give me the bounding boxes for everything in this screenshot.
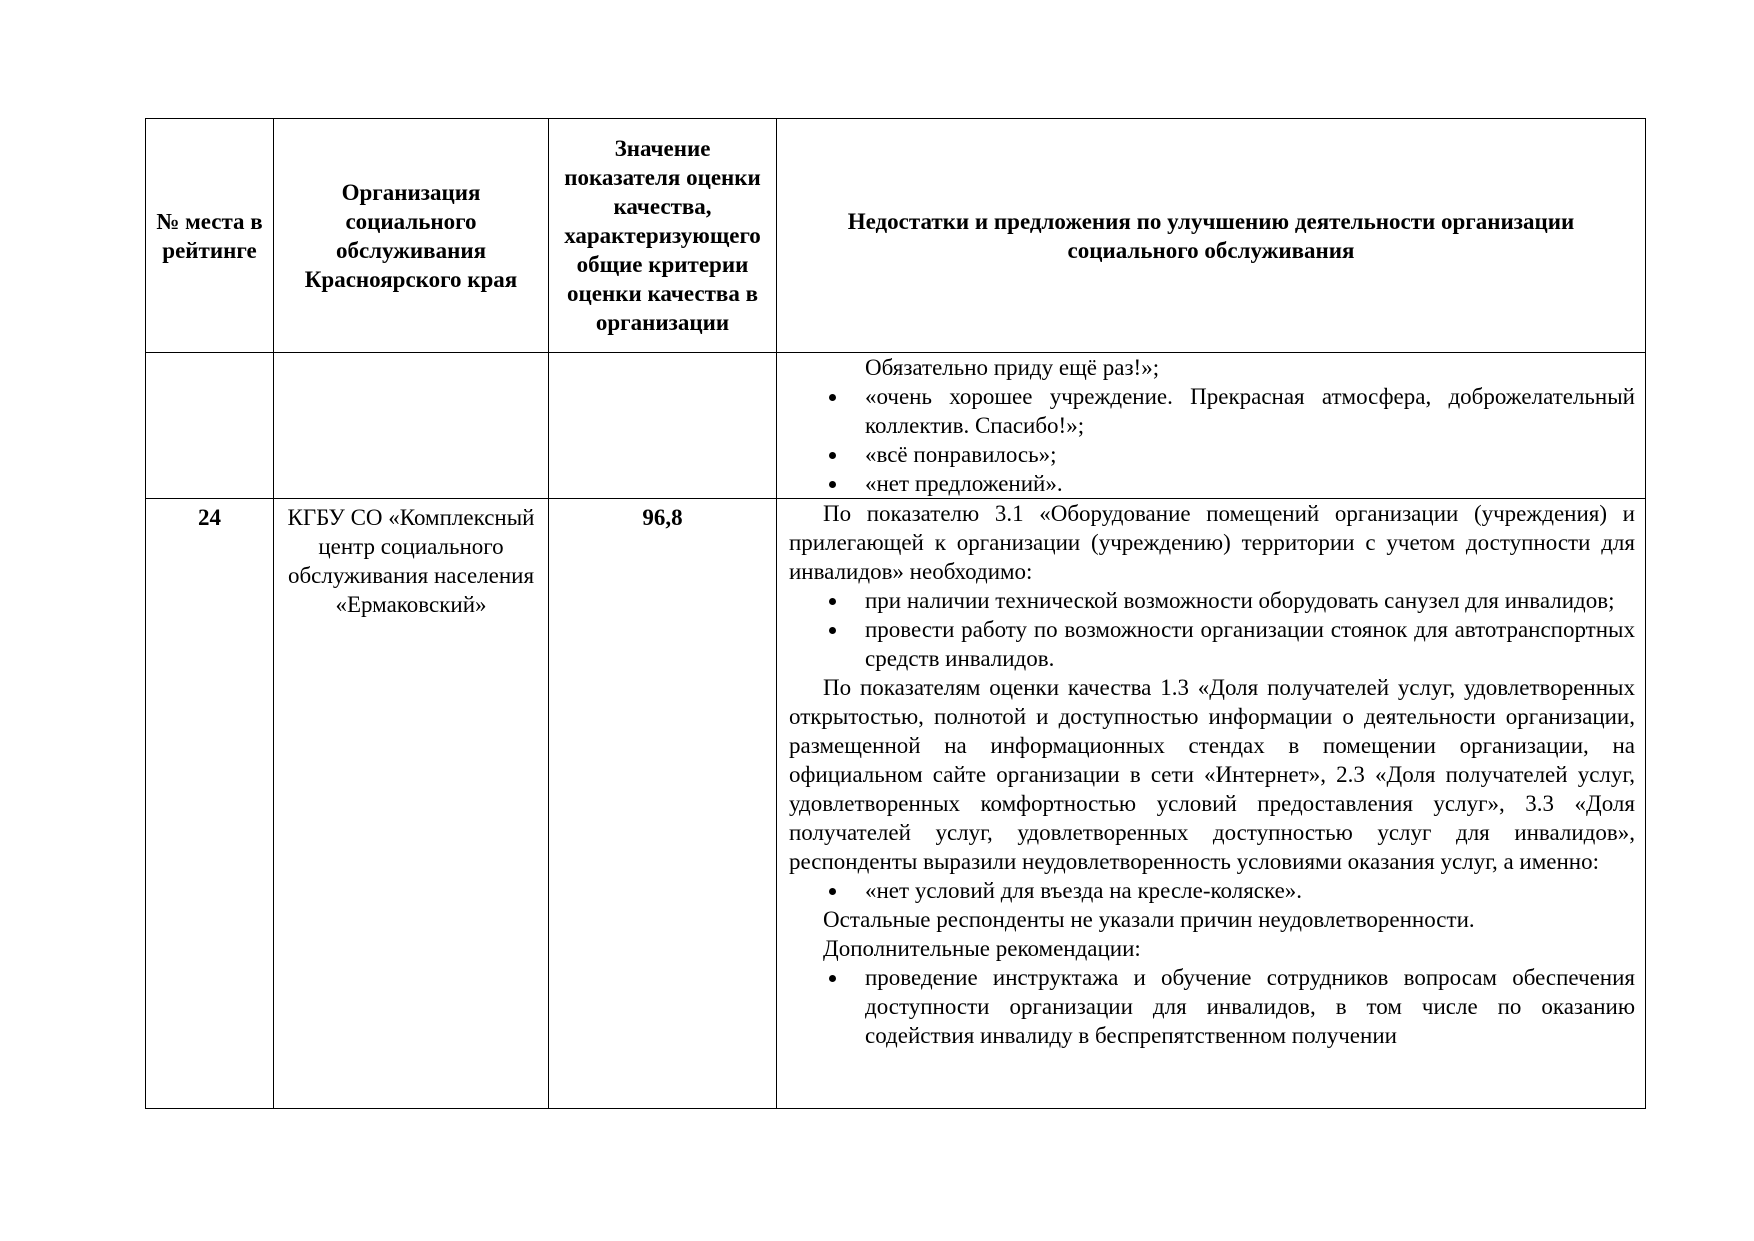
document-page (145, 118, 1645, 1109)
rank-cell-empty (146, 353, 274, 499)
paragraph: Остальные респонденты не указали причин неудовлетворенности. (823, 907, 1475, 932)
rating-table (145, 118, 1646, 1109)
list-item: провести работу по возможности организации стоянок для автотранспортных средств инвалидов. (789, 615, 1635, 673)
list-item: «очень хорошее учреждение. Прекрасная атмосфера, доброжелательный коллектив. Спасибо!»; (789, 382, 1635, 440)
header-issues: Недостатки и предложения по улучшению деятельности организации социального обслуживания (777, 119, 1646, 353)
bullet-list (789, 586, 1635, 673)
bullet-icon (829, 888, 836, 895)
list-item: при наличии технической возможности оборудовать санузел для инвалидов; (789, 586, 1635, 615)
header-rank: № места в рейтинге (146, 119, 274, 353)
score-cell: 96,8 (549, 499, 777, 1109)
table-row (146, 499, 1646, 1109)
score-cell-empty (549, 353, 777, 499)
bullet-icon (829, 598, 836, 605)
list-item: «нет условий для въезда на кресле-коляске». (789, 876, 1635, 905)
list-item: «нет предложений». (789, 469, 1635, 498)
bullet-list (789, 876, 1635, 905)
paragraph: По показателю 3.1 «Оборудование помещений организации (учреждения) и прилегающей к организации (учреждению) территории с учетом доступности для инвалидов» необходимо: (789, 501, 1635, 584)
bullet-icon (829, 394, 836, 401)
rank-cell: 24 (146, 499, 274, 1109)
header-organization: Организация социального обслуживания Красноярского края (274, 119, 549, 353)
bullet-list (789, 382, 1635, 498)
bullet-icon (829, 481, 836, 488)
table-row (146, 353, 1646, 499)
list-item: проведение инструктажа и обучение сотрудников вопросам обеспечения доступности организации для инвалидов, в том числе по оказанию содействия инвалиду в беспрепятственном получении (789, 963, 1635, 1050)
bullet-icon (829, 975, 836, 982)
bullet-icon (829, 627, 836, 634)
bullet-icon (829, 452, 836, 459)
organization-cell-empty (274, 353, 549, 499)
continuation-text: Обязательно приду ещё раз!»; (865, 355, 1160, 380)
issues-cell (777, 353, 1646, 499)
bullet-list (789, 963, 1635, 1050)
issues-cell (777, 499, 1646, 1109)
organization-cell: КГБУ СО «Комплексный центр социального обслуживания населения «Ермаковский» (274, 499, 549, 1109)
paragraph: По показателям оценки качества 1.3 «Доля получателей услуг, удовлетворенных открытостью, полнотой и доступностью информации о деятельности организации, размещенной на информационных стендах в помещении организации, на официальном сайте организации в сети «Интернет», 2.3 «Доля получателей услуг, удовлетворенных комфортностью условий предоставления услуг», 3.3 «Доля получателей услуг, удовлетворенных доступностью услуг для инвалидов», респонденты выразили неудовлетворенность условиями оказания услуг, а именно: (789, 675, 1635, 874)
list-item: «всё понравилось»; (789, 440, 1635, 469)
paragraph: Дополнительные рекомендации: (823, 936, 1141, 961)
table-header-row (146, 119, 1646, 353)
header-score: Значение показателя оценки качества, характеризующего общие критерии оценки качества в организации (549, 119, 777, 353)
